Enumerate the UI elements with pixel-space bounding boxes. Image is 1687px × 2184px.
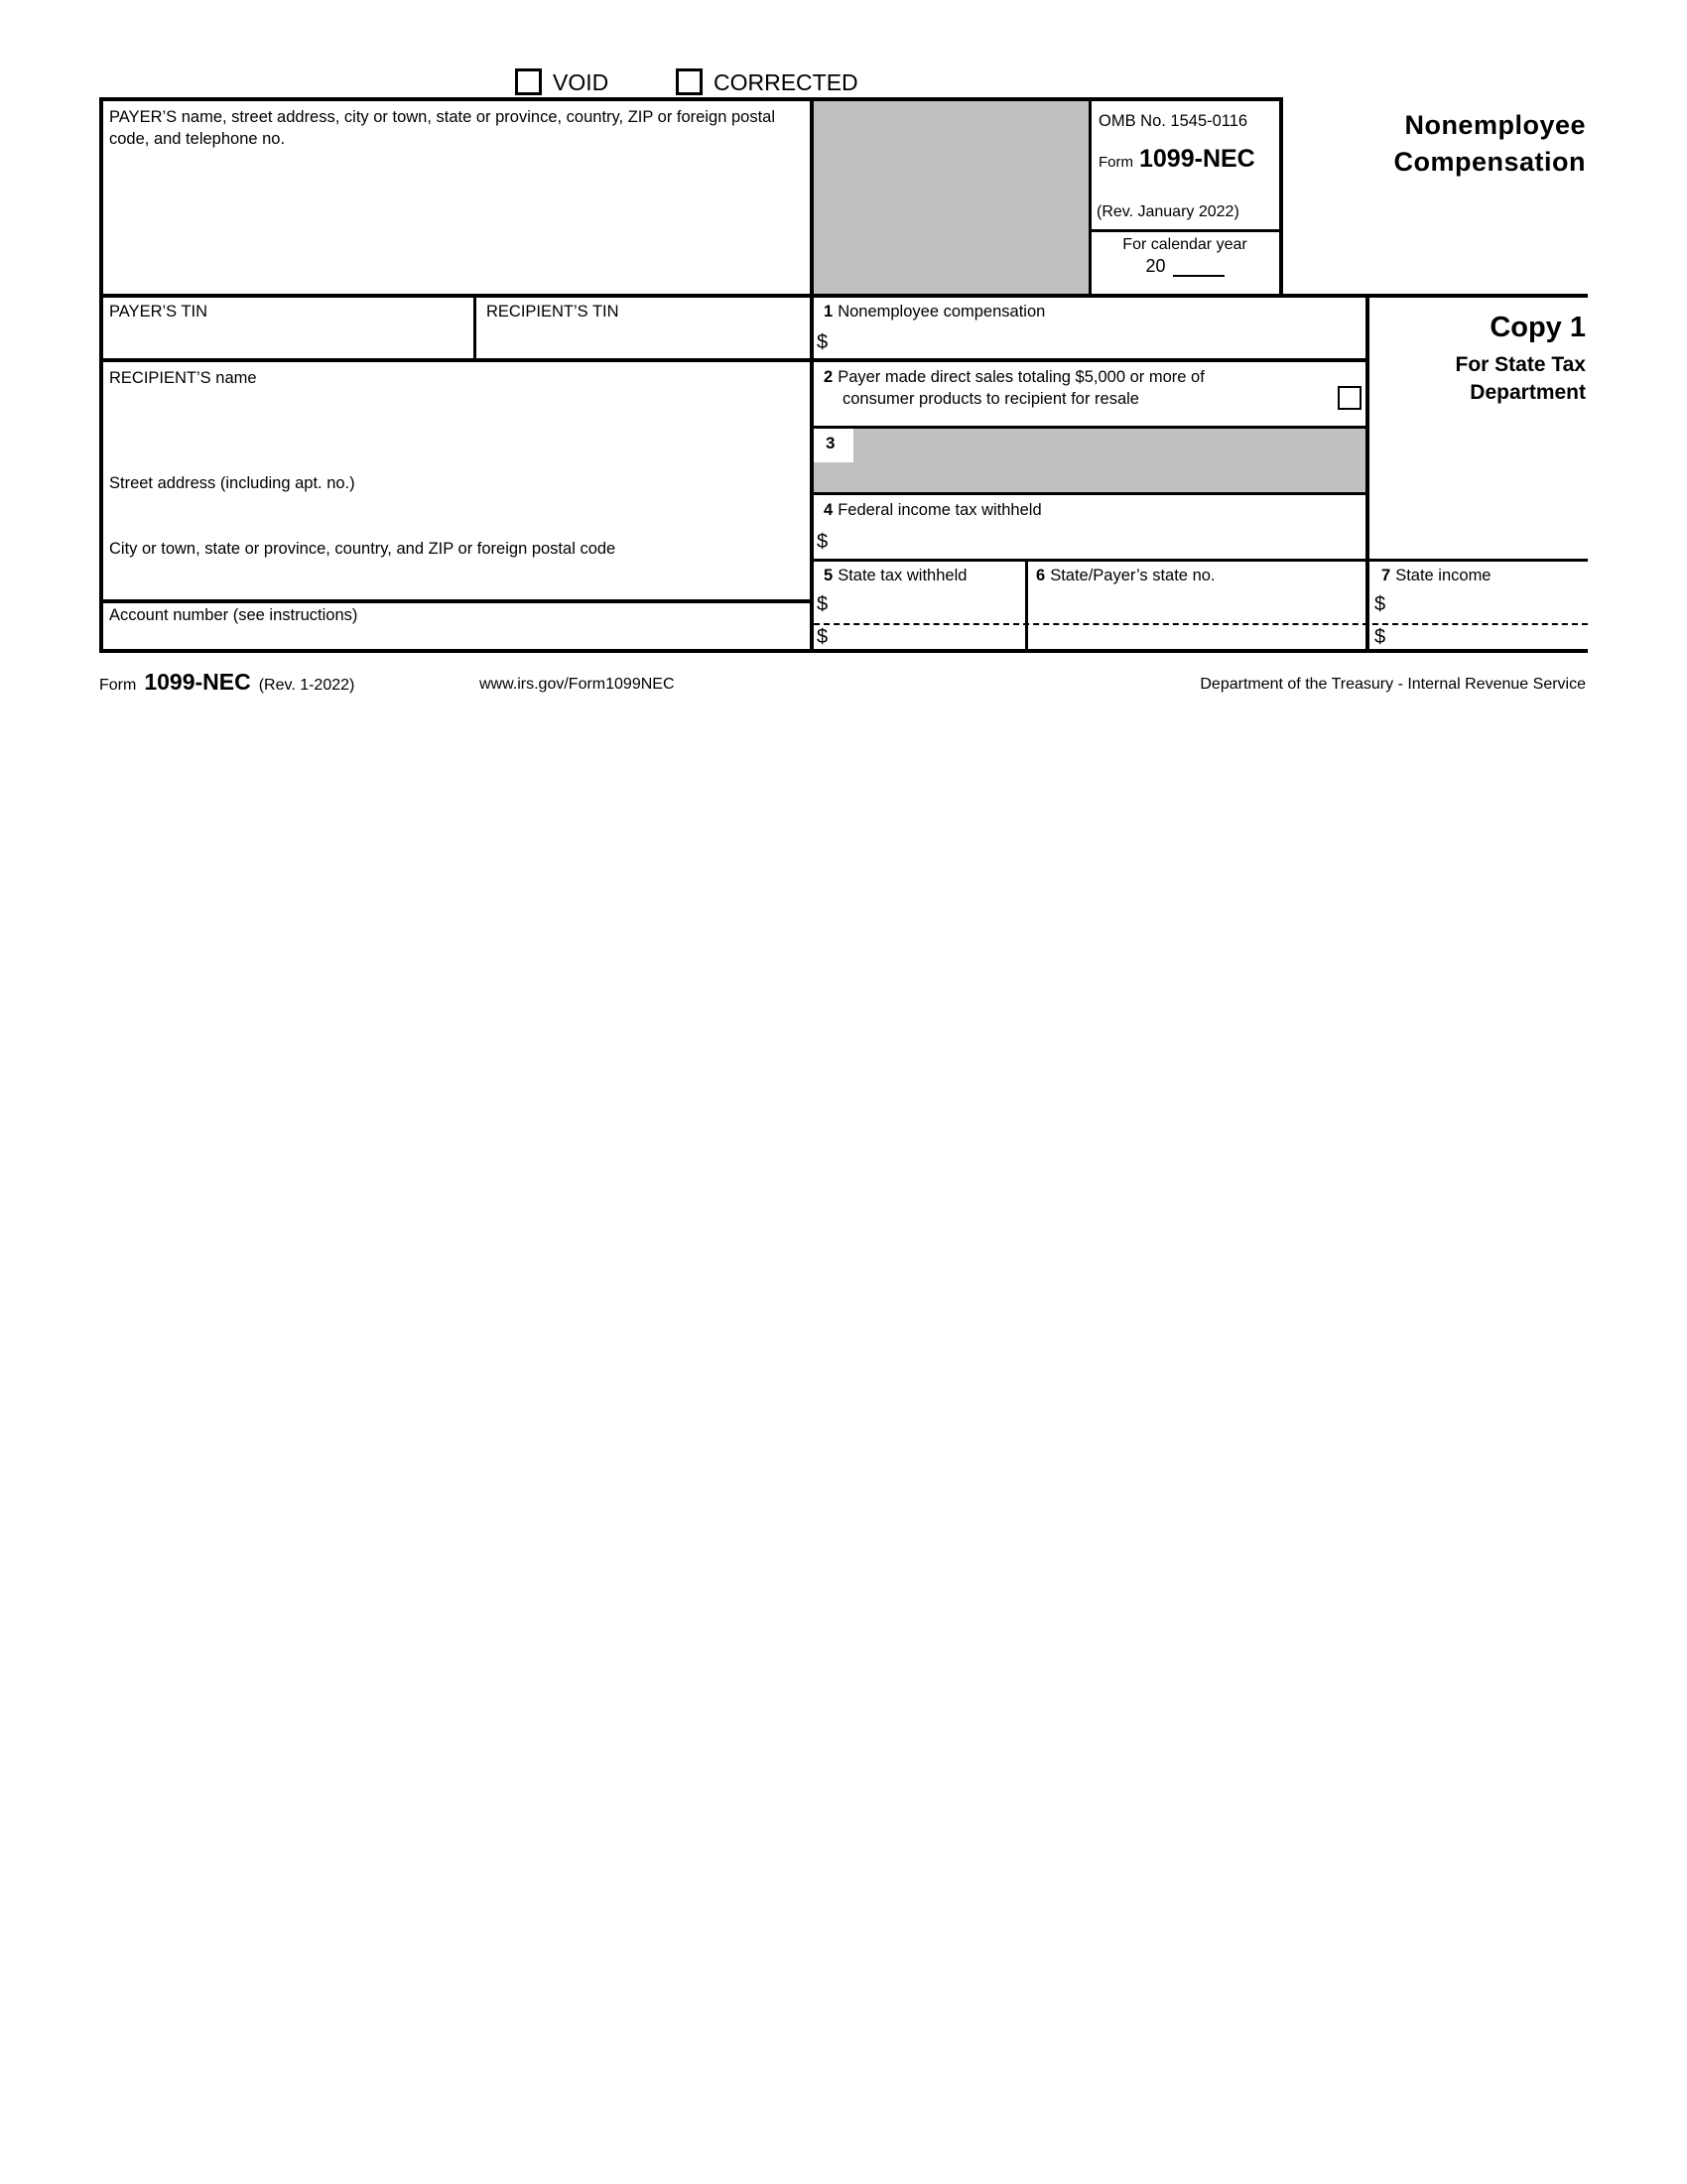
divider	[810, 97, 814, 653]
revision-label: (Rev. January 2022)	[1097, 203, 1239, 220]
box7-amount-field-2[interactable]	[1397, 626, 1586, 646]
recipient-name-label: RECIPIENT’S name	[109, 369, 257, 387]
box6-label: 6 State/Payer’s state no.	[1036, 567, 1216, 584]
corrected-checkbox[interactable]	[676, 68, 703, 95]
account-number-label: Account number (see instructions)	[109, 606, 358, 624]
void-checkbox[interactable]	[515, 68, 542, 95]
box6-number: 6	[1036, 567, 1046, 584]
divider	[99, 599, 814, 603]
box1-dollar-sign: $	[817, 331, 829, 353]
box7-amount-field-1[interactable]	[1397, 591, 1586, 619]
box3-number-chip	[814, 429, 853, 462]
box1-label: 1 Nonemployee compensation	[824, 303, 1046, 321]
box4-number: 4	[824, 501, 834, 519]
box7-dollar-sign-2: $	[1374, 626, 1386, 648]
direct-sales-checkbox[interactable]	[1338, 386, 1362, 410]
form-title	[1231, 107, 1586, 181]
box6-state-number-field[interactable]	[1036, 591, 1359, 646]
divider	[812, 492, 1369, 495]
void-label: VOID	[553, 69, 609, 95]
payer-address-field[interactable]	[109, 154, 799, 288]
footer-department: Department of the Treasury - Internal Revenue Service	[1200, 676, 1586, 693]
footer-revision: (Rev. 1-2022)	[258, 677, 355, 694]
box4-label: 4 Federal income tax withheld	[824, 501, 1042, 519]
box3-number: 3	[826, 434, 836, 452]
divider	[99, 649, 1588, 653]
footer-form-id	[99, 669, 354, 696]
account-number-field[interactable]	[109, 627, 799, 647]
box4-dollar-sign: $	[817, 531, 829, 553]
box5-dollar-sign-1: $	[817, 593, 829, 615]
box4-amount-field[interactable]	[839, 530, 1355, 555]
divider	[1089, 229, 1282, 232]
box3-shaded-area	[814, 429, 1365, 492]
form-number: 1099-NEC	[1139, 145, 1255, 173]
box1-number: 1	[824, 303, 834, 321]
box5-amount-field-1[interactable]	[839, 591, 1017, 619]
box5-number: 5	[824, 567, 834, 584]
calendar-year-field[interactable]	[1173, 259, 1225, 277]
street-address-field[interactable]	[109, 496, 799, 532]
copy-for-line2: Department	[1470, 381, 1586, 404]
box5-label: 5 State tax withheld	[824, 567, 968, 584]
corrected-label: CORRECTED	[714, 69, 858, 95]
payer-tin-field[interactable]	[109, 325, 466, 355]
footer-url: www.irs.gov/Form1099NEC	[479, 676, 675, 693]
recipient-tin-field[interactable]	[486, 325, 804, 355]
box2-label-line2: consumer products to recipient for resale	[843, 390, 1139, 408]
divider	[812, 559, 1588, 562]
copy-label: Copy 1	[1490, 312, 1586, 343]
omb-number: OMB No. 1545-0116	[1099, 112, 1248, 130]
divider	[812, 426, 1369, 429]
box7-dollar-sign-1: $	[1374, 593, 1386, 615]
box7-label: 7 State income	[1381, 567, 1492, 584]
form-word: Form	[1099, 154, 1133, 171]
divider	[1365, 294, 1369, 653]
payer-address-label: PAYER’S name, street address, city or town, state or province, country, ZIP or foreign postal code, and telephone no.	[109, 108, 775, 148]
box5-amount-field-2[interactable]	[839, 626, 1017, 646]
copy-for-line1: For State Tax	[1455, 353, 1586, 376]
street-address-label: Street address (including apt. no.)	[109, 474, 355, 492]
calendar-year-label: For calendar year	[1122, 236, 1247, 253]
form-title-line2: Compensation	[1393, 147, 1586, 177]
calendar-year-entry	[1091, 256, 1279, 277]
form-title-line1: Nonemployee	[1404, 110, 1586, 140]
payer-tin-label: PAYER’S TIN	[109, 303, 208, 321]
divider	[473, 294, 476, 362]
box2-label-line1: 2 Payer made direct sales totaling $5,000 or more of	[824, 368, 1205, 386]
divider	[1025, 559, 1028, 653]
city-field[interactable]	[109, 562, 799, 595]
divider	[99, 358, 1369, 362]
recipient-tin-label: RECIPIENT’S TIN	[486, 303, 619, 321]
box5-dollar-sign-2: $	[817, 626, 829, 648]
footer-form-word: Form	[99, 677, 137, 694]
divider	[99, 294, 1588, 298]
divider	[99, 97, 1283, 101]
recipient-name-field[interactable]	[109, 393, 799, 462]
shaded-area-top	[814, 101, 1089, 294]
divider	[99, 97, 103, 653]
box2-number: 2	[824, 368, 834, 386]
footer-form-number: 1099-NEC	[144, 669, 251, 695]
city-label: City or town, state or province, country, and ZIP or foreign postal code	[109, 540, 616, 558]
box1-amount-field[interactable]	[839, 330, 1355, 355]
calendar-year-prefix: 20	[1145, 256, 1166, 276]
box7-number: 7	[1381, 567, 1391, 584]
